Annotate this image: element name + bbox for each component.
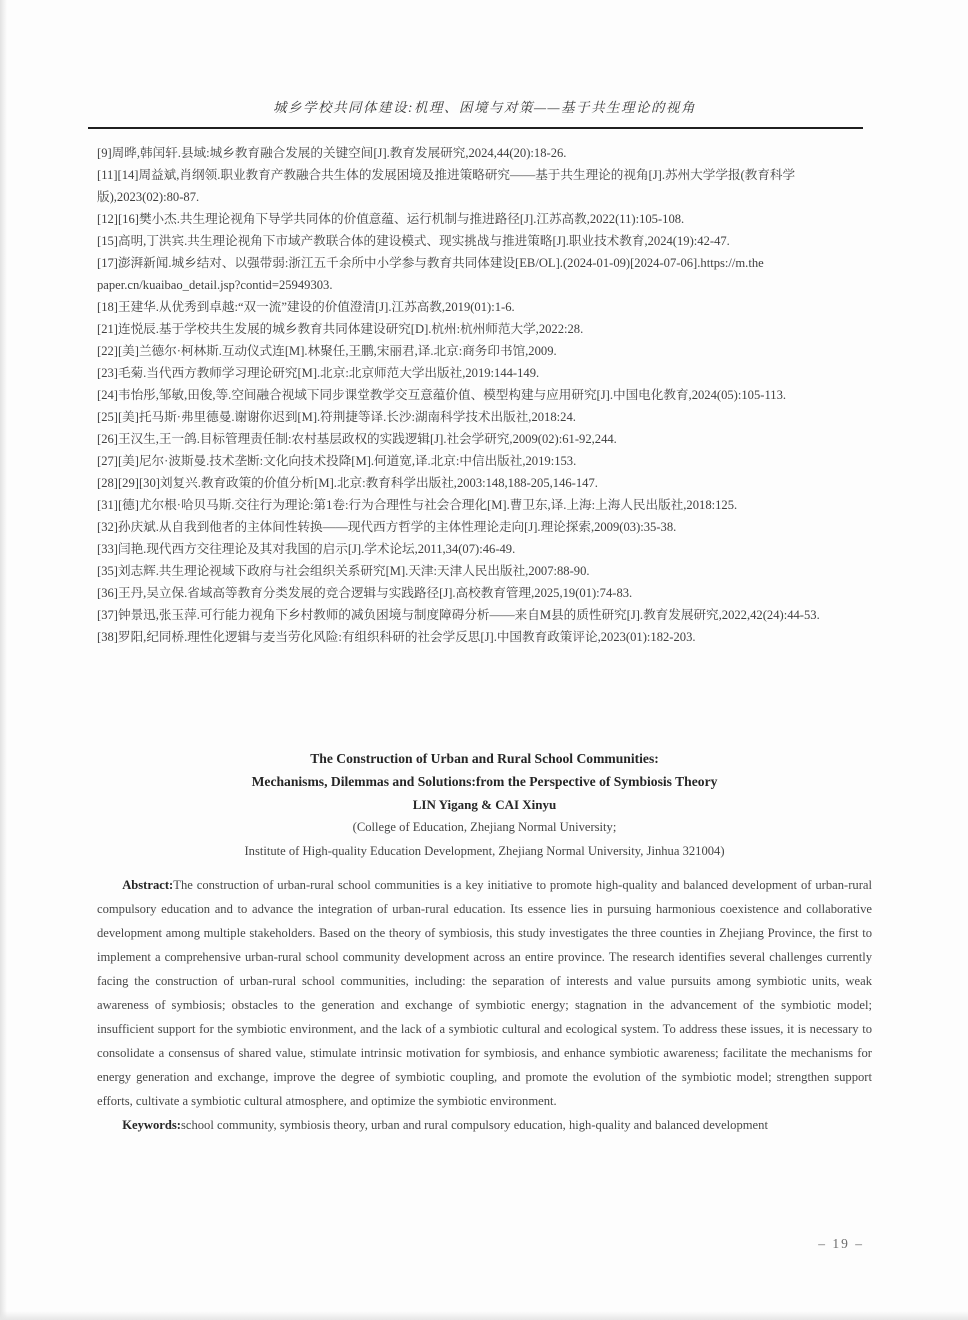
reference-item: [9]周晔,韩闰轩.县域:城乡教育融合发展的关键空间[J].教育发展研究,2024,44(20):18-26.: [97, 146, 567, 160]
page-content: [97, 0, 872, 1137]
reference-item: [15]高明,丁洪宾.共生理论视角下市域产教联合体的建设模式、现实挑战与推进策略[J].职业技术教育,2024(19):42-47.: [97, 234, 730, 248]
reference-item: [25][美]托马斯·弗里德曼.谢谢你迟到[M].符荆捷等译.长沙:湖南科学技术出版社,2018:24.: [97, 410, 576, 424]
keywords-label: Keywords:: [122, 1118, 181, 1132]
reference-item: [12][16]樊小杰.共生理论视角下导学共同体的价值意蕴、运行机制与推进路径[J].江苏高教,2022(11):105-108.: [97, 212, 685, 226]
reference-item: [36]王丹,吴立保.省域高等教育分类发展的竞合逻辑与实践路径[J].高校教育管理,2025,19(01):74-83.: [97, 586, 633, 600]
reference-item: [26]王汉生,王一鸽.目标管理责任制:农村基层政权的实践逻辑[J].社会学研究,2009(02):61-92,244.: [97, 432, 617, 446]
keywords-paragraph: [97, 1113, 872, 1137]
english-title-line1: The Construction of Urban and Rural School Communities:: [310, 751, 659, 766]
keywords-text: school community, symbiosis theory, urban and rural compulsory education, high-quality and balanced development: [180, 1118, 768, 1132]
running-header-title: 城乡学校共同体建设:机理、困境与对策——基于共生理论的视角: [272, 100, 696, 115]
abstract-text: The construction of urban-rural school communities is a key initiative to promote high-quality and balanced development of urban-rural compulsory education and to advance the integration of urban-rural education. Its essence lies in pursuing harmonious coexistence and collaborative development among multiple stakeholders. Based on the theory of symbiosis, this study investigates the three counties in Zhejiang Province, the first to implement a comprehensive urban-rural school community development across an entire province. The research identifies several challenges currently facing the construction of urban-rural school communities, including: the separation of interests and value pursuits among symbiotic units, weak awareness of symbiosis; obstacles to the generation and exchange of symbiotic energy; stagnation in the advancement of the symbiotic model; insufficient support for the symbiotic environment, and the lack of a symbiotic cultural and ecological system. To address these issues, it is necessary to consolidate a consensus of shared value, stimulate intrinsic motivation for symbiosis, and enhance symbiotic awareness; facilitate the mechanisms for energy generation and exchange, improve the degree of symbiotic coupling, and promote the evolution of the symbiotic model; strengthen support efforts, cultivate a symbiotic cultural atmosphere, and optimize the symbiotic environment.: [97, 878, 872, 1108]
reference-item: [18]王建华.从优秀到卓越:“双一流”建设的价值澄清[J].江苏高教,2019(01):1-6.: [97, 300, 515, 314]
reference-item: [21]连悦辰.基于学校共生发展的城乡教育共同体建设研究[D].杭州:杭州师范大学,2022:28.: [97, 322, 584, 336]
reference-item: [32]孙庆斌.从自我到他者的主体间性转换——现代西方哲学的主体性理论走向[J].理论探索,2009(03):35-38.: [97, 520, 677, 534]
reference-item: [23]毛菊.当代西方教师学习理论研究[M].北京:北京师范大学出版社,2019:144-149.: [97, 366, 540, 380]
reference-item: [37]钟景迅,张玉萍.可行能力视角下乡村教师的减负困境与制度障碍分析——来自M县的质性研究[J].教育发展研究,2022,42(24):44-53.: [97, 608, 820, 622]
english-affiliation-line1: (College of Education, Zhejiang Normal University;: [352, 820, 617, 834]
reference-item: [38]罗阳,纪同桥.理性化逻辑与麦当劳化风险:有组织科研的社会学反思[J].中国教育政策评论,2023(01):182-203.: [97, 630, 696, 644]
page-number: – 19 –: [818, 1236, 864, 1251]
reference-item: [28][29][30]刘复兴.教育政策的价值分析[M].北京:教育科学出版社,2003:148,188-205,146-147.: [97, 476, 598, 490]
reference-item: [27][美]尼尔·波斯曼.技术垄断:文化向技术投降[M].何道宽,译.北京:中信出版社,2019:153.: [97, 454, 577, 468]
reference-item: [33]闫艳.现代西方交往理论及其对我国的启示[J].学术论坛,2011,34(07):46-49.: [97, 542, 516, 556]
english-authors: LIN Yigang & CAI Xinyu: [412, 797, 557, 812]
abstract-label: Abstract:: [122, 878, 174, 892]
english-title-line2: Mechanisms, Dilemmas and Solutions:from the Perspective of Symbiosis Theory: [251, 774, 718, 789]
reference-item: [22][美]兰德尔·柯林斯.互动仪式连[M].林聚任,王鹏,宋丽君,译.北京:商务印书馆,2009.: [97, 344, 557, 358]
references-list: [97, 142, 872, 648]
english-abstract-section: [97, 747, 872, 1137]
reference-item: [35]刘志辉.共生理论视域下政府与社会组织关系研究[M].天津:天津人民出版社,2007:88-90.: [97, 564, 590, 578]
english-affiliation-line2: Institute of High-quality Education Development, Zhejiang Normal University, Jinhua 321004): [244, 843, 725, 858]
abstract-paragraph: [97, 873, 872, 1113]
reference-item: [17]澎湃新闻.城乡结对、以强带弱:浙江五千余所中小学参与教育共同体建设[EB/OL].(2024-01-09)[2024-07-06].https://m.the paper.cn/kuaibao_detail.jsp?contid=25949303.: [97, 256, 764, 292]
reference-item: [24]韦怡彤,邹敏,田俊,等.空间融合视域下同步课堂教学交互意蕴价值、模型构建与应用研究[J].中国电化教育,2024(05):105-113.: [97, 388, 787, 402]
reference-item: [31][德]尤尔根·哈贝马斯.交往行为理论:第1卷:行为合理性与社会合理化[M].曹卫东,译.上海:上海人民出版社,2018:125.: [97, 498, 738, 512]
reference-item: [11][14]周益斌,肖纲领.职业教育产教融合共生体的发展困境及推进策略研究——基于共生理论的视角[J].苏州大学学报(教育科学版),2023(02):80-87.: [97, 168, 796, 204]
running-header: [97, 96, 872, 129]
header-rule: [88, 127, 863, 129]
